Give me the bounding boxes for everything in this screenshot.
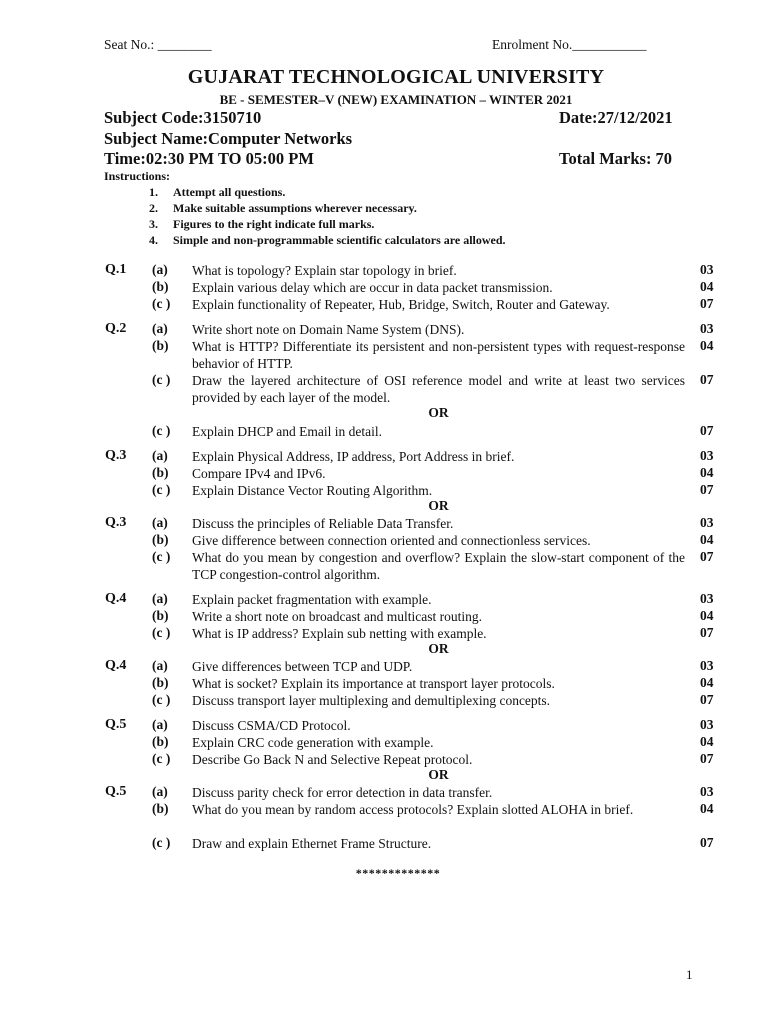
enrolment-number: Enrolment No.___________ [492, 37, 647, 52]
part-label: (b) [152, 465, 169, 480]
part-label: (b) [152, 608, 169, 623]
question-number: Q.5 [105, 784, 127, 799]
part-label: (c ) [152, 692, 171, 707]
marks: 04 [700, 801, 714, 816]
marks: 07 [700, 625, 714, 640]
marks: 07 [700, 482, 714, 497]
question-text: Compare IPv4 and IPv6. [192, 466, 326, 481]
part-label: (b) [152, 734, 169, 749]
marks: 07 [700, 423, 714, 438]
end-marker: ************* [355, 866, 441, 880]
or-separator: OR [428, 405, 449, 420]
part-label: (c ) [152, 835, 171, 850]
marks: 04 [700, 465, 714, 480]
university-name: GUJARAT TECHNOLOGICAL UNIVERSITY [187, 66, 605, 88]
marks: 03 [700, 591, 714, 606]
question-text: Draw and explain Ethernet Frame Structure. [192, 836, 432, 851]
question-text: What is topology? Explain star topology in brief. [192, 263, 457, 278]
question-text: Write short note on Domain Name System (DNS). [192, 322, 465, 337]
part-label: (c ) [152, 482, 171, 497]
or-separator: OR [428, 767, 449, 782]
instructions-heading: Instructions: [104, 169, 171, 183]
marks: 07 [700, 692, 714, 707]
exam-title: BE - SEMESTER–V (NEW) EXAMINATION – WINTER 2021 [219, 92, 573, 107]
question-text: Explain Physical Address, IP address, Port Address in brief. [192, 449, 515, 464]
instruction-text: Figures to the right indicate full marks. [173, 217, 375, 231]
question-text: Discuss parity check for error detection in data transfer. [192, 785, 493, 800]
exam-date: Date:27/12/2021 [559, 108, 673, 127]
part-label: (a) [152, 321, 168, 336]
question-number: Q.2 [105, 321, 127, 336]
question-text: What is socket? Explain its importance at transport layer protocols. [192, 676, 555, 691]
marks: 04 [700, 675, 714, 690]
marks: 07 [700, 751, 714, 766]
page-number: 1 [686, 967, 693, 982]
instruction-number: 2. [149, 201, 158, 215]
question-number: Q.3 [105, 515, 127, 530]
part-label: (a) [152, 717, 168, 732]
part-label: (c ) [152, 423, 171, 438]
instruction-number: 4. [149, 233, 158, 247]
part-label: (a) [152, 515, 168, 530]
subject-name: Subject Name:Computer Networks [104, 129, 353, 148]
or-separator: OR [428, 498, 449, 513]
marks: 04 [700, 338, 714, 353]
marks: 03 [700, 262, 714, 277]
or-separator: OR [428, 641, 449, 656]
marks: 04 [700, 532, 714, 547]
marks: 03 [700, 321, 714, 336]
question-text: Explain DHCP and Email in detail. [192, 424, 382, 439]
part-label: (b) [152, 675, 169, 690]
question-text: Explain functionality of Repeater, Hub, Bridge, Switch, Router and Gateway. [192, 297, 610, 312]
question-number: Q.1 [105, 262, 127, 277]
marks: 07 [700, 835, 714, 850]
instruction-text: Make suitable assumptions wherever necessary. [173, 201, 417, 215]
question-text: What is HTTP? Differentiate its persistent and non-persistent types with request-response behavior of HTTP. [192, 339, 685, 371]
part-label: (a) [152, 448, 168, 463]
question-text: Explain various delay which are occur in data packet transmission. [192, 280, 553, 295]
question-text: What do you mean by random access protocols? Explain slotted ALOHA in brief. [192, 802, 634, 817]
seat-number: Seat No.: ________ [104, 37, 212, 52]
question-text: Explain CRC code generation with example. [192, 735, 434, 750]
part-label: (c ) [152, 625, 171, 640]
marks: 04 [700, 734, 714, 749]
question-number: Q.5 [105, 717, 127, 732]
instruction-text: Attempt all questions. [173, 185, 286, 199]
part-label: (c ) [152, 751, 171, 766]
marks: 03 [700, 448, 714, 463]
part-label: (b) [152, 801, 169, 816]
part-label: (a) [152, 262, 168, 277]
instruction-number: 3. [149, 217, 158, 231]
exam-time: Time:02:30 PM TO 05:00 PM [104, 149, 314, 168]
part-label: (b) [152, 532, 169, 547]
total-marks: Total Marks: 70 [559, 149, 673, 168]
question-text: Draw the layered architecture of OSI reference model and write at least two services provided by each layer of the model. [192, 373, 685, 405]
question-number: Q.4 [105, 591, 127, 606]
marks: 03 [700, 658, 714, 673]
marks: 04 [700, 279, 714, 294]
part-label: (b) [152, 279, 169, 294]
part-label: (c ) [152, 296, 171, 311]
question-text: Explain packet fragmentation with example. [192, 592, 432, 607]
question-text: Discuss the principles of Reliable Data Transfer. [192, 516, 454, 531]
question-text: Give difference between connection oriented and connectionless services. [192, 533, 591, 548]
instruction-number: 1. [149, 185, 158, 199]
part-label: (a) [152, 591, 168, 606]
marks: 07 [700, 372, 714, 387]
question-text: Give differences between TCP and UDP. [192, 659, 413, 674]
marks: 03 [700, 784, 714, 799]
part-label: (c ) [152, 372, 171, 387]
question-text: Discuss CSMA/CD Protocol. [192, 718, 351, 733]
marks: 03 [700, 717, 714, 732]
question-number: Q.4 [105, 658, 127, 673]
question-text: What is IP address? Explain sub netting with example. [192, 626, 487, 641]
part-label: (a) [152, 784, 168, 799]
marks: 03 [700, 515, 714, 530]
question-text: What do you mean by congestion and overflow? Explain the slow-start component of the TCP congestion-control algorithm. [192, 550, 685, 582]
marks: 07 [700, 296, 714, 311]
question-text: Write a short note on broadcast and multicast routing. [192, 609, 483, 624]
subject-code: Subject Code:3150710 [104, 108, 262, 127]
question-text: Discuss transport layer multiplexing and demultiplexing concepts. [192, 693, 551, 708]
part-label: (b) [152, 338, 169, 353]
question-text: Describe Go Back N and Selective Repeat protocol. [192, 752, 473, 767]
part-label: (a) [152, 658, 168, 673]
question-text: Explain Distance Vector Routing Algorithm. [192, 483, 433, 498]
marks: 04 [700, 608, 714, 623]
marks: 07 [700, 549, 714, 564]
part-label: (c ) [152, 549, 171, 564]
instruction-text: Simple and non-programmable scientific calculators are allowed. [173, 233, 506, 247]
question-number: Q.3 [105, 448, 127, 463]
